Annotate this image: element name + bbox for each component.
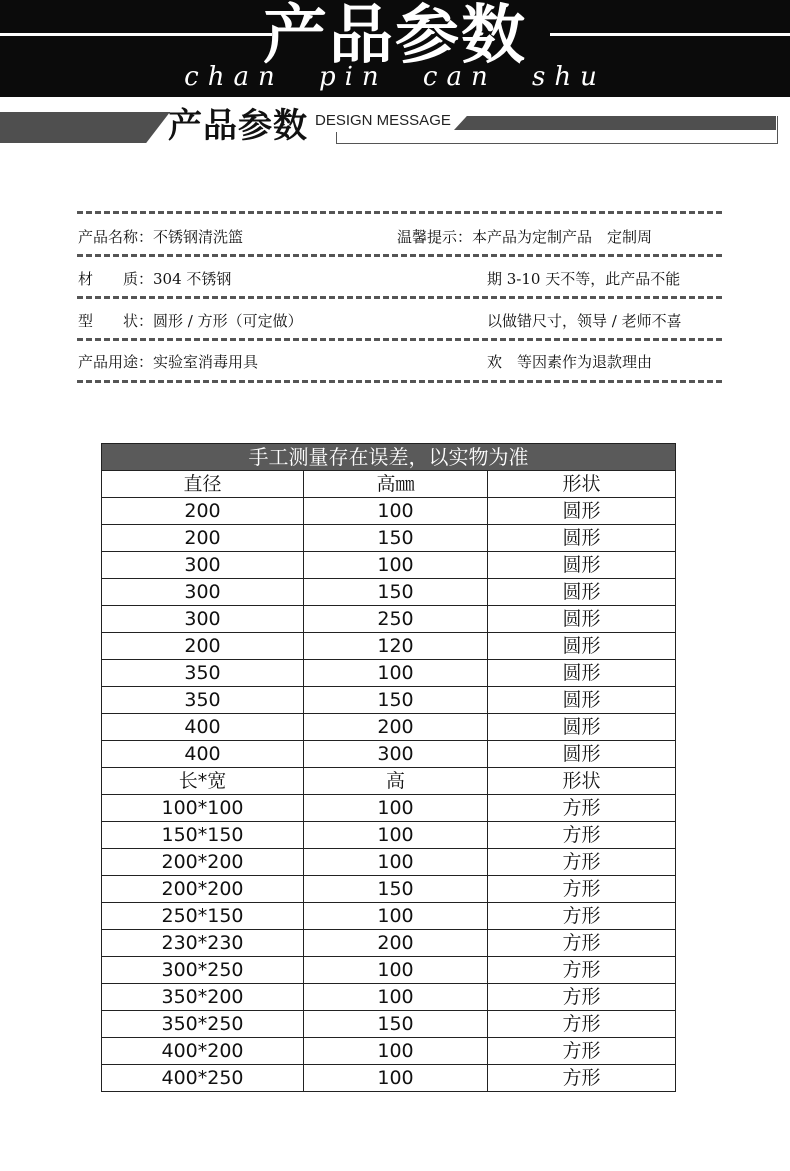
table-cell: 高㎜	[304, 471, 488, 498]
table-cell: 200*200	[102, 849, 304, 876]
table-row	[102, 903, 676, 930]
table-cell: 100	[304, 498, 488, 525]
table-row	[102, 984, 676, 1011]
table-cell: 350	[102, 660, 304, 687]
table-cell: 150	[304, 579, 488, 606]
table-row	[102, 741, 676, 768]
table-row	[102, 687, 676, 714]
table-cell: 圆形	[488, 741, 676, 768]
table-cell: 400*200	[102, 1038, 304, 1065]
table-row	[102, 579, 676, 606]
table-row	[102, 849, 676, 876]
table-cell: 100	[304, 1065, 488, 1092]
table-row	[102, 552, 676, 579]
banner-title: 产品参数	[263, 0, 527, 73]
table-caption: 手工测量存在误差，以实物为准	[102, 444, 676, 471]
section-title: 产品参数	[168, 106, 308, 146]
table-cell: 200	[304, 714, 488, 741]
table-header-row	[102, 768, 676, 795]
table-row	[102, 876, 676, 903]
table-cell: 圆形	[488, 714, 676, 741]
info-shape	[78, 311, 303, 331]
table-header-row	[102, 471, 676, 498]
table-cell: 100*100	[102, 795, 304, 822]
table-cell: 方形	[488, 930, 676, 957]
table-cell: 100	[304, 552, 488, 579]
info-name	[78, 227, 243, 247]
info-material-label: 材 质：	[78, 270, 154, 288]
table-row	[102, 660, 676, 687]
table-cell: 150	[304, 687, 488, 714]
divider	[77, 380, 722, 383]
info-use-value: 实验室消毒用具	[153, 353, 259, 371]
info-use-label: 产品用途：	[78, 353, 154, 371]
table-cell: 圆形	[488, 606, 676, 633]
divider	[77, 254, 722, 257]
table-cell: 高	[304, 768, 488, 795]
table-cell: 圆形	[488, 552, 676, 579]
info-use	[78, 352, 258, 372]
spec-table	[101, 443, 676, 1092]
table-cell: 100	[304, 1038, 488, 1065]
table-cell: 方形	[488, 1011, 676, 1038]
section-tick-right	[777, 116, 778, 144]
table-cell: 200	[304, 930, 488, 957]
table-row	[102, 1038, 676, 1065]
table-cell: 150	[304, 876, 488, 903]
section-bar-left	[0, 112, 170, 143]
banner-pinyin: chan pin can shu	[184, 62, 606, 92]
table-cell: 方形	[488, 822, 676, 849]
table-cell: 圆形	[488, 498, 676, 525]
table-row	[102, 606, 676, 633]
table-cell: 300	[102, 552, 304, 579]
table-cell: 400	[102, 741, 304, 768]
table-cell: 400*250	[102, 1065, 304, 1092]
info-shape-value: 圆形 / 方形（可定做）	[153, 312, 303, 330]
table-cell: 100	[304, 984, 488, 1011]
info-tip-label: 温馨提示：	[397, 228, 473, 246]
table-row	[102, 498, 676, 525]
table-cell: 150	[304, 525, 488, 552]
info-tip-line-2: 期 3-10 天不等，此产品不能	[487, 270, 681, 288]
table-cell: 350*250	[102, 1011, 304, 1038]
divider	[77, 338, 722, 341]
table-cell: 200	[102, 498, 304, 525]
table-cell: 方形	[488, 903, 676, 930]
table-cell: 长*宽	[102, 768, 304, 795]
info-tip-line-3: 以做错尺寸，领导 / 老师不喜	[487, 312, 682, 330]
table-cell: 300	[304, 741, 488, 768]
table-cell: 形状	[488, 768, 676, 795]
table-cell: 圆形	[488, 525, 676, 552]
table-row	[102, 1065, 676, 1092]
table-cell: 方形	[488, 795, 676, 822]
table-cell: 形状	[488, 471, 676, 498]
table-cell: 200	[102, 525, 304, 552]
table-cell: 圆形	[488, 660, 676, 687]
table-cell: 350	[102, 687, 304, 714]
table-cell: 150	[304, 1011, 488, 1038]
table-cell: 100	[304, 660, 488, 687]
table-cell: 100	[304, 795, 488, 822]
table-cell: 圆形	[488, 579, 676, 606]
table-caption-row	[102, 444, 676, 471]
info-name-label: 产品名称：	[78, 228, 154, 246]
info-tip-line-4: 欢 等因素作为退款理由	[487, 353, 653, 371]
table-cell: 200*200	[102, 876, 304, 903]
table-cell: 300	[102, 579, 304, 606]
section-underline	[336, 143, 778, 144]
table-row	[102, 795, 676, 822]
table-cell: 250*150	[102, 903, 304, 930]
header-banner	[0, 0, 790, 97]
table-cell: 方形	[488, 1065, 676, 1092]
table-row	[102, 1011, 676, 1038]
table-cell: 300*250	[102, 957, 304, 984]
info-tip-text: 本产品为定制产品 定制周	[472, 228, 653, 246]
table-cell: 方形	[488, 1038, 676, 1065]
table-row	[102, 957, 676, 984]
table-cell: 200	[102, 633, 304, 660]
table-cell: 方形	[488, 849, 676, 876]
table-cell: 方形	[488, 957, 676, 984]
table-cell: 方形	[488, 876, 676, 903]
table-cell: 230*230	[102, 930, 304, 957]
table-cell: 400	[102, 714, 304, 741]
table-row	[102, 822, 676, 849]
table-cell: 300	[102, 606, 304, 633]
info-material-value: 304 不锈钢	[153, 270, 232, 288]
table-cell: 350*200	[102, 984, 304, 1011]
table-row	[102, 525, 676, 552]
table-cell: 圆形	[488, 633, 676, 660]
section-subtitle: DESIGN MESSAGE	[315, 112, 451, 129]
table-cell: 直径	[102, 471, 304, 498]
section-bar-right	[454, 116, 776, 130]
divider	[77, 211, 722, 214]
table-cell: 150*150	[102, 822, 304, 849]
table-cell: 250	[304, 606, 488, 633]
table-cell: 100	[304, 903, 488, 930]
table-cell: 100	[304, 822, 488, 849]
info-name-value: 不锈钢清洗篮	[153, 228, 244, 246]
table-cell: 方形	[488, 984, 676, 1011]
info-material	[78, 269, 231, 289]
table-cell: 圆形	[488, 687, 676, 714]
section-tick-left	[336, 132, 337, 144]
table-row	[102, 633, 676, 660]
table-cell: 100	[304, 957, 488, 984]
info-shape-label: 型 状：	[78, 312, 154, 330]
divider	[77, 296, 722, 299]
table-cell: 120	[304, 633, 488, 660]
table-cell: 100	[304, 849, 488, 876]
table-row	[102, 930, 676, 957]
table-row	[102, 714, 676, 741]
info-tip-line-1	[397, 227, 652, 247]
